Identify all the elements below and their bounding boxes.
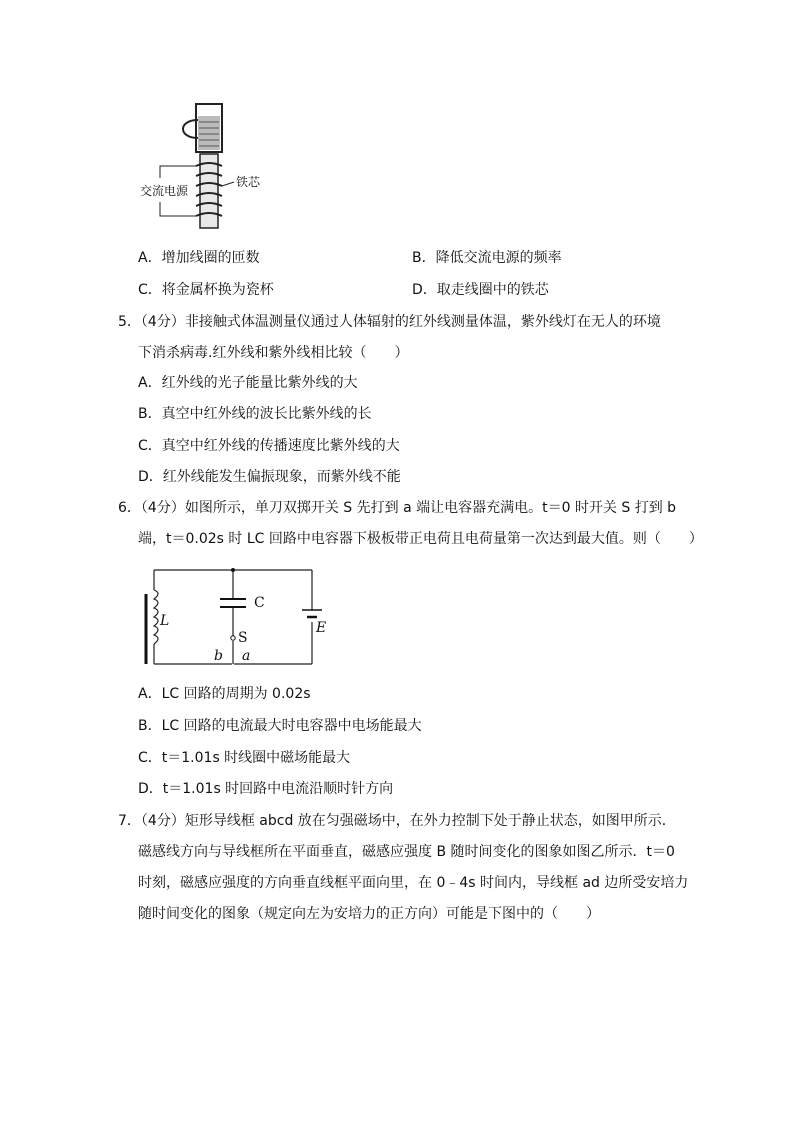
q7-stem-line1: 7．（4分）矩形导线框 abcd 放在匀强磁场中，在外力控制下处于静止状态，如图甲所示． xyxy=(118,813,676,829)
iron-core-label: 铁芯 xyxy=(236,175,261,189)
label-s: S xyxy=(238,630,248,646)
label-b: b xyxy=(214,648,223,664)
q6-stem-line2: 端，t＝0.02s 时 LC 回路中电容器下极板带正电荷且电荷量第一次达到最大值。则（ ） xyxy=(138,531,703,547)
induction-heating-figure xyxy=(138,98,278,230)
q5-stem-line2: 下消杀病毒.红外线和紫外线相比较（ ） xyxy=(138,345,409,361)
q4-option-a: A．增加线圈的匝数 xyxy=(138,250,260,266)
switch-pivot xyxy=(231,636,235,640)
q7-stem-line4: 随时间变化的图象（规定向左为安培力的正方向）可能是下图中的（ ） xyxy=(138,906,600,922)
lc-circuit-diagram xyxy=(140,562,340,672)
q5-option-c: C．真空中红外线的传播速度比紫外线的大 xyxy=(138,438,400,454)
label-e: E xyxy=(316,620,327,636)
q5-stem-line1: 5．（4分）非接触式体温测量仪通过人体辐射的红外线测量体温，紫外线灯在无人的环境 xyxy=(118,314,661,330)
question-number: 6． xyxy=(118,500,141,516)
label-a: a xyxy=(242,648,251,664)
ac-source-label: 交流电源 xyxy=(140,181,188,201)
q5-option-b: B．真空中红外线的波长比紫外线的长 xyxy=(138,406,372,422)
q7-stem-line2: 磁感线方向与导线框所在平面垂直，磁感应强度 B 随时间变化的图象如图乙所示．t＝0 xyxy=(138,844,675,860)
q6-option-c: C．t＝1.01s 时线圈中磁场能最大 xyxy=(138,750,351,766)
q5-option-d: D．红外线能发生偏振现象，而紫外线不能 xyxy=(138,469,401,485)
q4-option-b: B．降低交流电源的频率 xyxy=(412,250,562,266)
q6-option-b: B．LC 回路的电流最大时电容器中电场能最大 xyxy=(138,718,422,734)
q5-option-a: A．红外线的光子能量比紫外线的大 xyxy=(138,375,358,391)
label-c: C xyxy=(254,595,265,611)
q6-option-a: A．LC 回路的周期为 0.02s xyxy=(138,686,311,702)
q4-option-c: C．将金属杯换为瓷杯 xyxy=(138,282,274,298)
label-l: L xyxy=(160,613,170,629)
junction-dot xyxy=(231,568,235,572)
q4-option-d: D．取走线圈中的铁芯 xyxy=(412,282,549,298)
q6-option-d: D．t＝1.01s 时回路中电流沿顺时针方向 xyxy=(138,781,394,797)
question-number: 7． xyxy=(118,813,141,829)
q7-stem-line3: 时刻，磁感应强度的方向垂直线框平面向里，在 0﹣4s 时间内，导线框 ad 边所受安培力 xyxy=(138,875,689,891)
q6-stem-line1: 6．（4分）如图所示，单刀双掷开关 S 先打到 a 端让电容器充满电。t＝0 时开关 S 打到 b xyxy=(118,500,677,516)
question-number: 5． xyxy=(118,314,141,330)
